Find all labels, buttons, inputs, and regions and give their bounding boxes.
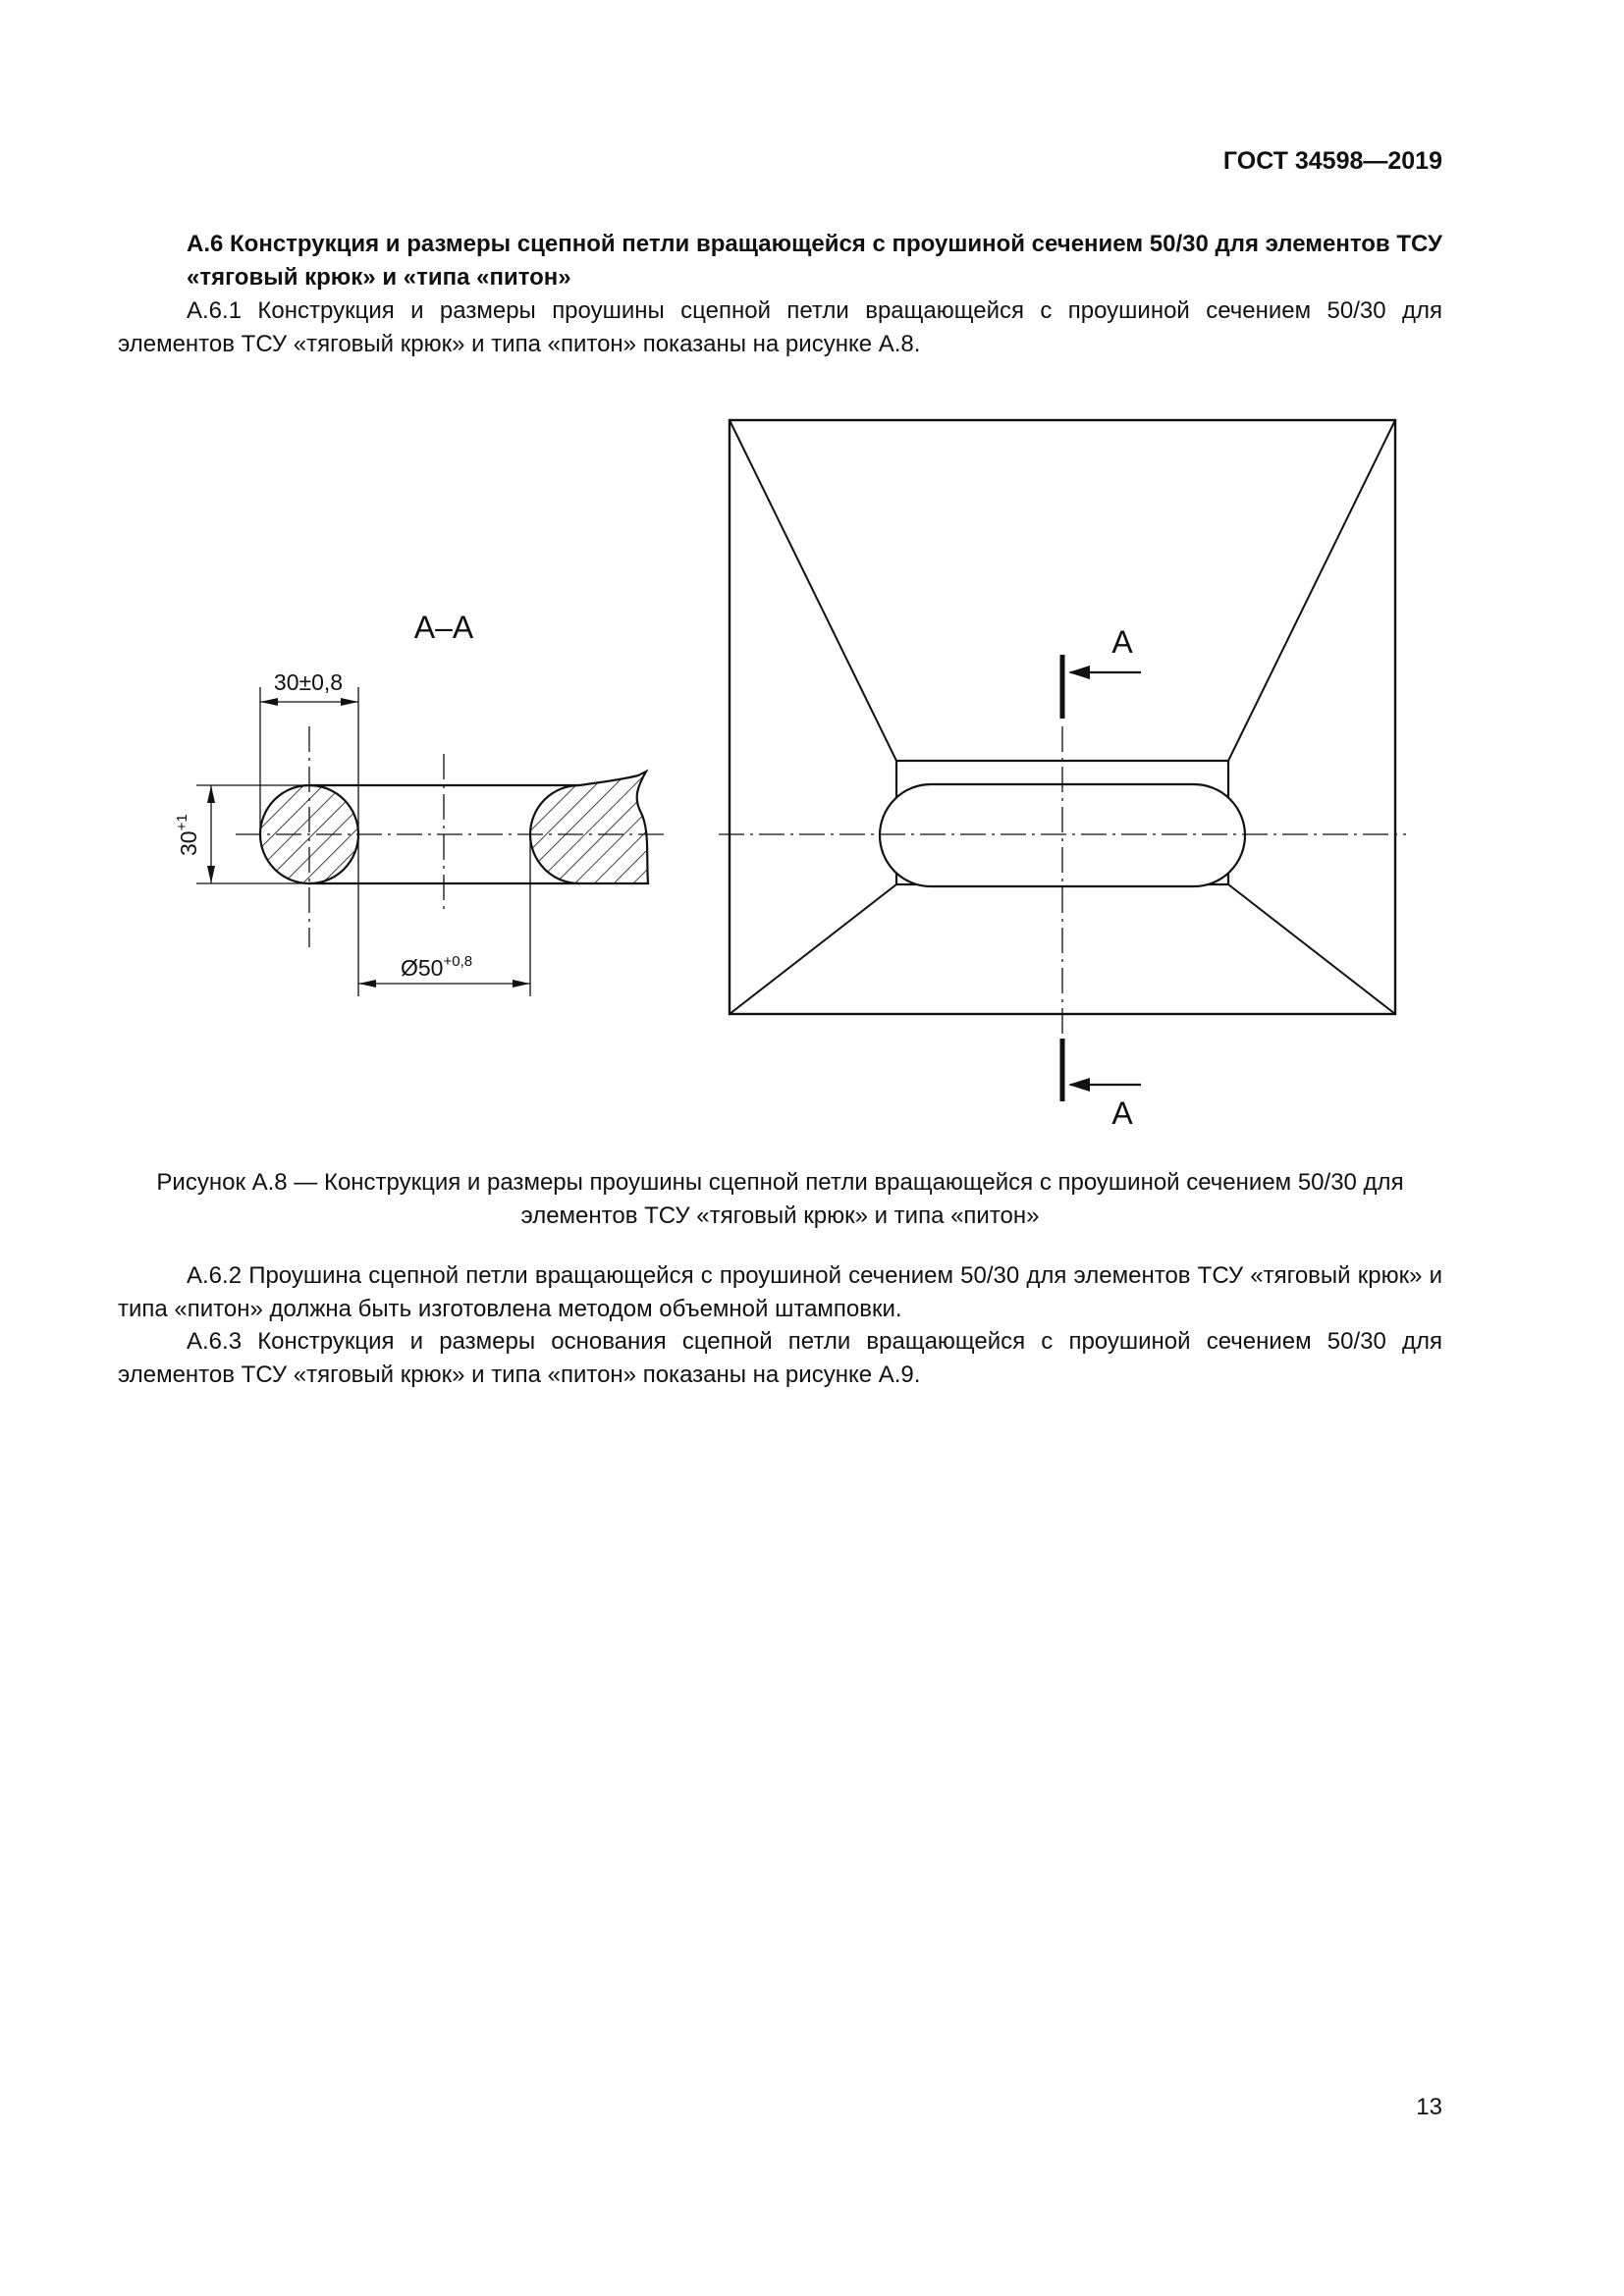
paragraph-a61-text: А.6.1 Конструкция и размеры проушины сцепной петли вращающейся с проушиной сечением 50/30 для элементов ТСУ «тяговый крюк» и типа «питон» показаны на рисунке А.8.: [118, 297, 1442, 357]
diagonal-bottom-left: [730, 884, 896, 1014]
cut-arrow-top-head: [1068, 666, 1090, 679]
diagonal-top-right: [1228, 420, 1395, 761]
dim-diameter-arrow-right: [513, 980, 530, 988]
right-section-break: [530, 772, 648, 883]
dim-height-arrow-bottom: [207, 866, 215, 883]
cut-label-bottom: А: [1111, 1095, 1133, 1131]
diagonal-bottom-right: [1228, 884, 1395, 1014]
dim-height-label: $30^{+1}$: [174, 814, 201, 856]
dim-diameter-arrow-left: [358, 980, 376, 988]
paragraph-a63-text: А.6.3 Конструкция и размеры основания сцепной петли вращающейся с проушиной сечением 50/30 для элементов ТСУ «тяговый крюк» и типа «питон» показаны на рисунке А.9.: [118, 1328, 1442, 1388]
section-view-label: А–А: [413, 610, 474, 645]
dim-width-arrow-right: [341, 698, 358, 706]
dim-diameter-label: $Ø50^{+0,8}$: [401, 953, 473, 981]
paragraph-a62: [118, 1259, 1442, 1326]
section-title: А.6 Конструкция и размеры сцепной петли вращающейся с проушиной сечением 50/30 для элементов ТСУ «тяговый крюк» и «типа «питон»: [187, 231, 1442, 291]
cut-arrow-bottom-head: [1068, 1078, 1090, 1092]
dim-width-label: 30±0,8: [273, 669, 344, 695]
page-number: 13: [1416, 2094, 1442, 2120]
paragraph-a62-text: А.6.2 Проушина сцепной петли вращающейся с проушиной сечением 50/30 для элементов ТСУ «тяговый крюк» и типа «питон» должна быть изготовлена методом объемной штамповки.: [118, 1262, 1442, 1322]
figure-caption: Рисунок А.8 — Конструкция и размеры проушины сцепной петли вращающейся с проушиной сечением 50/30 для элементов ТСУ «тяговый крюк» и типа «питон»: [156, 1169, 1404, 1229]
diagonal-top-left: [730, 420, 896, 761]
dim-width-arrow-left: [260, 698, 278, 706]
dim-height-arrow-top: [207, 785, 215, 803]
document-code: ГОСТ 34598—2019: [1222, 147, 1442, 175]
cut-label-top: А: [1111, 624, 1133, 660]
paragraph-a63: [118, 1325, 1442, 1392]
